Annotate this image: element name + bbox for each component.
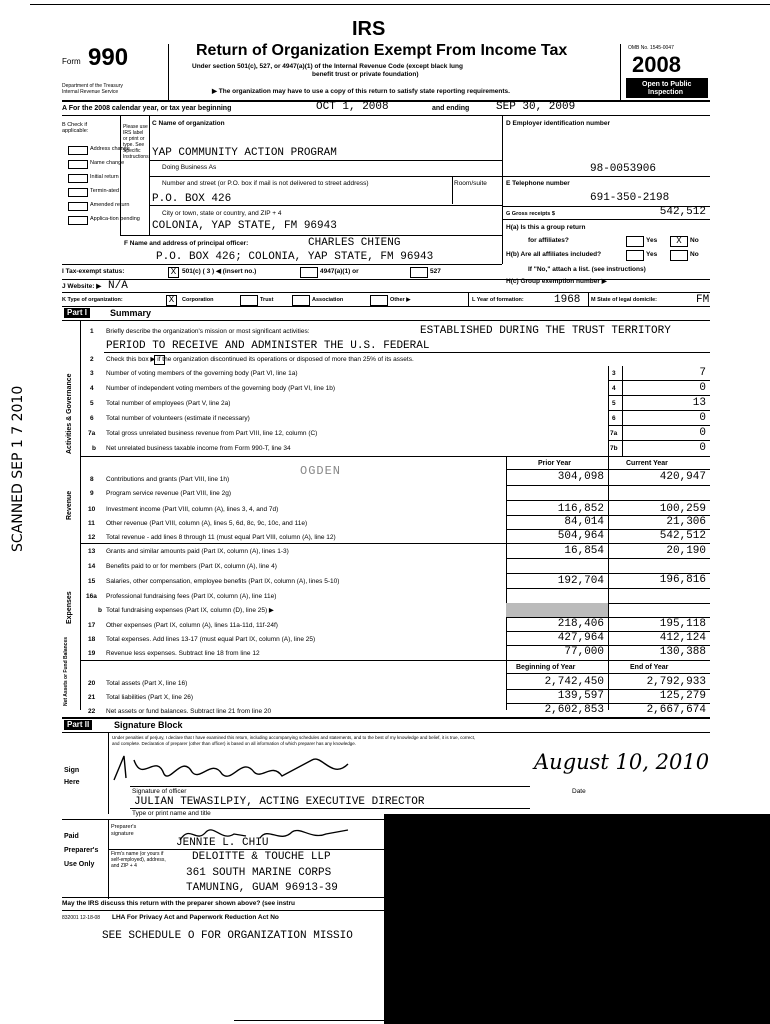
line-6-value: 0 xyxy=(699,412,706,424)
ogden-stamp: OGDEN xyxy=(300,464,342,478)
line-19-number: 19 xyxy=(88,650,96,657)
ein-label: D Employer identification number xyxy=(506,120,611,127)
line-10-number: 10 xyxy=(88,506,96,513)
line-19-label: Revenue less expenses. Subtract line 18 from line 12 xyxy=(106,650,260,657)
line-9-label: Program service revenue (Part VIII, line 2g) xyxy=(106,490,231,497)
line-13-number: 13 xyxy=(88,548,96,555)
application-pending-checkbox[interactable] xyxy=(68,216,88,225)
line-2-number: 2 xyxy=(90,356,94,363)
line-6-rule xyxy=(608,425,710,426)
line-15-number: 15 xyxy=(88,578,96,585)
sign-label: Sign xyxy=(64,767,80,774)
line-19-prior: 77,000 xyxy=(564,646,604,658)
line-16b-shaded-cell xyxy=(506,603,608,617)
line-12-current: 542,512 xyxy=(659,530,706,542)
trust-checkbox[interactable] xyxy=(240,295,258,306)
part2-title-rule xyxy=(62,732,710,733)
governance-bottom-rule xyxy=(80,456,710,457)
beginning-year-header: Beginning of Year xyxy=(516,664,576,671)
net-assets-side-label: Net Assets or Fund Balances xyxy=(63,636,69,706)
line-22-number: 22 xyxy=(88,708,96,715)
officer-signature xyxy=(112,750,362,786)
open-public-text: Open to Public xyxy=(642,81,692,88)
line-10-label: Investment income (Part VIII, column (A), lines 3, 4, and 7d) xyxy=(106,506,279,513)
website-label: J Website: ▶ xyxy=(62,283,102,290)
officer-label: F Name and address of principal officer: xyxy=(124,240,249,247)
line-m-divider xyxy=(588,292,589,306)
line-8-current: 420,947 xyxy=(659,471,706,483)
revenue-side-label: Revenue xyxy=(66,490,73,520)
end-year-header: End of Year xyxy=(630,664,669,671)
line-1-label: Briefly describe the organization's mission or most significant activities: xyxy=(106,328,310,335)
legal-domicile-label: M State of legal domicile: xyxy=(591,297,658,303)
tax-year-end: SEP 30, 2009 xyxy=(496,101,576,113)
line-20-number: 20 xyxy=(88,680,96,687)
line-6-label: Total number of volunteers (estimate if necessary) xyxy=(106,415,250,422)
line-8-label: Contributions and grants (Part VIII, line 1h) xyxy=(106,476,230,483)
line-10-current: 100,259 xyxy=(659,503,706,515)
line-4-value: 0 xyxy=(699,382,706,394)
group-return-yes-checkbox[interactable] xyxy=(626,236,644,247)
line-7b-number: b xyxy=(92,445,96,452)
expenses-side-label: Expenses xyxy=(66,591,73,624)
line-21-number: 21 xyxy=(88,694,96,701)
initial-return-checkbox[interactable] xyxy=(68,174,88,183)
line-3-box: 3 xyxy=(612,370,616,377)
line-8-prior: 304,098 xyxy=(557,471,604,483)
header-divider-left xyxy=(168,44,169,100)
affiliates-note: If "No," attach a list. (see instructions) xyxy=(528,266,646,273)
line-18-current: 412,124 xyxy=(659,632,706,644)
org-name-rule xyxy=(150,160,502,161)
preparers-label: Preparer's xyxy=(64,847,99,854)
right-block-divider xyxy=(502,116,503,264)
officer-address: P.O. BOX 426; COLONIA, YAP STATE, FM 96943 xyxy=(156,251,434,263)
mission-line-2: PERIOD TO RECEIVE AND ADMINISTER THE U.S. FEDERAL xyxy=(106,340,430,352)
boy-header-rule xyxy=(506,673,710,674)
line-11-current: 21,306 xyxy=(666,516,706,528)
501c-label: 501(c) ( 3 ) ◀ (insert no.) xyxy=(182,268,257,275)
part1-title: Summary xyxy=(110,308,152,318)
line-7a-value: 0 xyxy=(699,427,706,439)
officer-name: CHARLES CHIENG xyxy=(308,237,401,249)
line-20-label: Total assets (Part X, line 16) xyxy=(106,680,188,687)
city-label: City or town, state or country, and ZIP + 4 xyxy=(162,210,282,217)
officer-name-title: JULIAN TEWASILPIY, ACTING EXECUTIVE DIRECTOR xyxy=(134,796,425,808)
footer-code: 832001 12-18-08 xyxy=(62,915,101,921)
line-16a-number: 16a xyxy=(86,593,97,600)
line-9-rule xyxy=(506,500,710,501)
line-17-label: Other expenses (Part IX, column (A), lines 11a-11d, 11f-24f) xyxy=(106,622,278,629)
line-2-label: Check this box ▶ if the organization discontinued its operations or disposed of more than 25% of its assets. xyxy=(106,356,414,363)
trust-label: Trust xyxy=(260,297,274,303)
line-6-box: 6 xyxy=(612,415,616,422)
form-number: 990 xyxy=(88,44,129,71)
gross-rule xyxy=(502,219,710,220)
amended-return-checkbox[interactable] xyxy=(68,202,88,211)
line-3-number: 3 xyxy=(90,370,94,377)
part2-label: Part II xyxy=(64,720,92,730)
part1-side-divider xyxy=(80,320,81,710)
phone-value: 691-350-2198 xyxy=(590,192,670,204)
line-21-boy: 139,597 xyxy=(557,690,604,702)
revenue-bottom-rule xyxy=(80,543,710,544)
date-label: Date xyxy=(572,788,586,795)
line-7a-box: 7a xyxy=(610,430,618,437)
line-a-bottom-rule xyxy=(62,115,710,116)
line-3-label: Number of voting members of the governing body (Part VI, line 1a) xyxy=(106,370,298,377)
line-7b-label: Net unrelated business taxable income from Form 990-T, line 34 xyxy=(106,445,291,452)
line-13-prior: 16,854 xyxy=(564,545,604,557)
city-address: COLONIA, YAP STATE, FM 96943 xyxy=(152,220,337,232)
line-17-current: 195,118 xyxy=(659,618,706,630)
form-subtitle-2: benefit trust or private foundation) xyxy=(312,71,419,78)
line-10-prior: 116,852 xyxy=(557,503,604,515)
line-9-number: 9 xyxy=(90,490,94,497)
line-21-label: Total liabilities (Part X, line 26) xyxy=(106,694,194,701)
line-19-current: 130,388 xyxy=(659,646,706,658)
527-label: 527 xyxy=(430,268,441,275)
bottom-edge-rule xyxy=(234,1020,384,1021)
line-5-box: 5 xyxy=(612,400,616,407)
terminated-label: Termin-ated xyxy=(90,188,120,194)
form-prefix: Form xyxy=(62,57,81,66)
current-year-header: Current Year xyxy=(626,460,668,467)
firm-city: TAMUNING, GUAM 96913-39 xyxy=(186,882,338,894)
name-change-checkbox[interactable] xyxy=(68,160,88,169)
line-16a-label: Professional fundraising fees (Part IX, column (A), line 11e) xyxy=(106,593,277,600)
footer-lha: LHA For Privacy Act and Paperwork Reduction Act No xyxy=(112,914,279,921)
line-3-rule xyxy=(608,380,710,381)
tax-year: 2008 xyxy=(632,52,681,77)
line-12-number: 12 xyxy=(88,534,96,541)
here-label: Here xyxy=(64,779,80,786)
tax-year-begin: OCT 1, 2008 xyxy=(316,101,389,113)
association-checkbox[interactable] xyxy=(292,295,310,306)
discuss-text: May the IRS discuss this return with the preparer shown above? (see instru xyxy=(62,900,295,907)
year-formation-value: 1968 xyxy=(554,294,581,306)
group-return-no-label: No xyxy=(690,237,699,244)
dba-label: Doing Business As xyxy=(162,164,217,171)
part1-label: Part I xyxy=(64,308,90,318)
please-print-note: Please use IRS label or print or type. See Specific Instructions. xyxy=(123,124,150,160)
phone-label: E Telephone number xyxy=(506,180,570,187)
line-i-top-rule xyxy=(62,264,502,265)
line-4-number: 4 xyxy=(90,385,94,392)
part1-top-rule xyxy=(62,306,710,307)
amended-return-label: Amended return xyxy=(90,202,130,208)
org-name: YAP COMMUNITY ACTION PROGRAM xyxy=(152,147,337,159)
legal-domicile-value: FM xyxy=(696,294,710,306)
line-13-rule xyxy=(506,558,710,559)
line-14-label: Benefits paid to or for members (Part IX, column (A), line 4) xyxy=(106,563,277,570)
omb-number: OMB No. 1545-0047 xyxy=(628,45,674,51)
activities-governance-label: Activities & Governance xyxy=(66,373,73,454)
inspection-text: Inspection xyxy=(648,89,684,96)
line-7a-label: Total gross unrelated business revenue from Part VIII, line 12, column (C) xyxy=(106,430,318,437)
irs-stamp: IRS xyxy=(352,18,386,40)
part2-title: Signature Block xyxy=(114,720,183,730)
officer-signature-line xyxy=(130,786,530,787)
dept-treasury: Department of the Treasury xyxy=(62,83,123,89)
line-4-rule xyxy=(608,395,710,396)
gross-receipts-label: G Gross receipts $ xyxy=(506,211,555,217)
line-20-eoy: 2,792,933 xyxy=(646,676,706,688)
line-12-label: Total revenue - add lines 8 through 11 (must equal Part VIII, column (A), line 12) xyxy=(106,534,336,541)
line-5-label: Total number of employees (Part V, line 2a) xyxy=(106,400,231,407)
group-return-no-checkbox[interactable]: X xyxy=(670,236,688,247)
org-name-label: C Name of organization xyxy=(152,120,225,127)
line-5-number: 5 xyxy=(90,400,94,407)
section-b-label: B Check if applicable: xyxy=(62,122,89,134)
527-checkbox[interactable] xyxy=(410,267,428,278)
preparer-name: JENNIE L. CHIU xyxy=(176,837,269,849)
name-change-label: Name change xyxy=(90,160,125,166)
form-title: Return of Organization Exempt From Income Tax xyxy=(196,42,568,59)
line-l-divider xyxy=(468,292,469,306)
signature-officer-label: Signature of officer xyxy=(132,788,187,795)
use-only-label: Use Only xyxy=(64,861,95,868)
line-8-rule xyxy=(506,485,710,486)
line-20-boy: 2,742,450 xyxy=(544,676,604,688)
affiliates-label: H(b) Are all affiliates included? xyxy=(506,251,602,258)
4947-checkbox[interactable] xyxy=(300,267,318,278)
prior-year-header: Prior Year xyxy=(538,460,571,467)
line-18-number: 18 xyxy=(88,636,96,643)
line-8-number: 8 xyxy=(90,476,94,483)
line-7a-number: 7a xyxy=(88,430,96,437)
line-13-current: 20,190 xyxy=(666,545,706,557)
501c-checkbox[interactable]: X xyxy=(168,267,179,278)
address-change-label: Address change xyxy=(90,146,130,152)
line-a-label: A For the 2008 calendar year, or tax year beginning xyxy=(62,105,232,112)
line-18-prior: 427,964 xyxy=(557,632,604,644)
line-11-label: Other revenue (Part VIII, column (A), lines 5, 6d, 8c, 9c, 10c, and 11e) xyxy=(106,520,308,527)
type-print-label: Type or print name and title xyxy=(132,810,211,817)
ein-value: 98-0053906 xyxy=(590,163,657,175)
ein-rule xyxy=(502,176,710,177)
current-column-left-line xyxy=(608,456,609,710)
group-exemption-label: H(c) Group exemption number ▶ xyxy=(506,278,607,285)
line-11-number: 11 xyxy=(88,520,95,527)
mission-rule xyxy=(104,352,710,353)
org-type-label: K Type of organization: xyxy=(62,297,123,303)
gross-receipts-value: 542,512 xyxy=(659,206,706,218)
street-rule xyxy=(150,205,502,206)
other-org-label: Other ▶ xyxy=(390,297,411,303)
line-14-number: 14 xyxy=(88,563,96,570)
officer-name-line xyxy=(130,808,530,809)
group-return-label: H(a) Is this a group return xyxy=(506,224,586,231)
line-4-label: Number of independent voting members of the governing body (Part VI, line 1b) xyxy=(106,385,336,392)
line-22-label: Net assets or fund balances. Subtract line 21 from line 20 xyxy=(106,708,272,715)
year-formation-label: L Year of formation: xyxy=(472,297,524,303)
affiliates-yes-label: Yes xyxy=(646,251,658,258)
penalty-text-1: Under penalties of perjury, I declare that I have examined this return, including accompanying schedules and statements, and to the best of my knowledge and belief, it is true, correct, xyxy=(112,735,476,740)
association-label: Association xyxy=(312,297,344,303)
paid-label: Paid xyxy=(64,833,79,840)
room-divider xyxy=(452,176,453,204)
line-7b-value: 0 xyxy=(699,442,706,454)
mission-line-1: ESTABLISHED DURING THE TRUST TERRITORY xyxy=(420,325,671,337)
website-value: N/A xyxy=(108,280,128,292)
line-6-number: 6 xyxy=(90,415,94,422)
preparer-signature-label: Preparer's signature xyxy=(111,824,137,837)
affiliates-no-label: No xyxy=(690,251,699,258)
line-1-number: 1 xyxy=(90,328,94,335)
terminated-checkbox[interactable] xyxy=(68,188,88,197)
application-pending-label: Applica-tion pending xyxy=(90,216,140,222)
dba-rule xyxy=(150,176,502,177)
line-k-top-rule xyxy=(62,292,710,293)
redaction-block xyxy=(384,814,770,1024)
line-15-prior: 192,704 xyxy=(557,575,604,587)
line-j-top-rule xyxy=(62,279,710,280)
firm-name: DELOITTE & TOUCHE LLP xyxy=(192,851,331,863)
line-18-label: Total expenses. Add lines 13-17 (must equal Part IX, column (A), line 25) xyxy=(106,636,316,643)
and-ending-label: and ending xyxy=(432,105,470,112)
form-subtitle-1: Under section 501(c), 527, or 4947(a)(1) of the Internal Revenue Code (except black lung xyxy=(192,63,463,70)
header-divider-right xyxy=(620,44,621,100)
line-17-number: 17 xyxy=(88,622,96,629)
schedule-o-note: SEE SCHEDULE O FOR ORGANIZATION MISSIO xyxy=(102,930,353,942)
firm-label: Firm's name (or yours if self-employed), address, and ZIP + 4 xyxy=(111,851,166,869)
affiliates-yes-checkbox[interactable] xyxy=(626,250,644,261)
line-13-label: Grants and similar amounts paid (Part IX, column (A), lines 1-3) xyxy=(106,548,289,555)
col-header-rule xyxy=(506,469,710,470)
4947-label: 4947(a)(1) or xyxy=(320,268,359,275)
line-21-eoy: 125,279 xyxy=(659,690,706,702)
penalty-text-2: and complete. Declaration of preparer (other than officer) is based on all information of which preparer has any knowledge. xyxy=(112,741,357,746)
line-22-boy: 2,602,853 xyxy=(544,704,604,716)
line-22-eoy: 2,667,674 xyxy=(646,704,706,716)
line-7a-rule xyxy=(608,440,710,441)
room-label: Room/suite xyxy=(454,180,487,187)
line-16b-label: Total fundraising expenses (Part IX, column (D), line 25) ▶ xyxy=(106,607,274,614)
sign-here-divider xyxy=(108,732,109,814)
city-rule xyxy=(120,235,502,236)
street-label: Number and street (or P.O. box if mail is not delivered to street address) xyxy=(162,180,369,187)
part1-title-rule xyxy=(62,320,710,321)
line-15-label: Salaries, other compensation, employee benefits (Part IX, column (A), lines 5-10) xyxy=(106,578,340,585)
preparer-divider xyxy=(108,819,109,899)
line-12-prior: 504,964 xyxy=(557,530,604,542)
street-address: P.O. BOX 426 xyxy=(152,193,232,205)
scanned-stamp: SCANNED SEP 1 7 2010 xyxy=(10,385,26,552)
other-org-checkbox[interactable] xyxy=(370,295,388,306)
line-3-value: 7 xyxy=(699,367,706,379)
line-15-rule xyxy=(506,588,710,589)
address-change-checkbox[interactable] xyxy=(68,146,88,155)
line-4-box: 4 xyxy=(612,385,616,392)
line-11-prior: 84,014 xyxy=(564,516,604,528)
group-return-label-2: for affiliates? xyxy=(528,237,569,244)
line-5-value: 13 xyxy=(692,397,706,409)
irs-service: Internal Revenue Service xyxy=(62,89,119,95)
tax-exempt-status-label: I Tax-exempt status: xyxy=(62,268,125,275)
corporation-checkbox[interactable]: X xyxy=(166,295,177,306)
top-rule xyxy=(30,4,770,5)
line-16b-number: b xyxy=(98,607,102,614)
group-return-yes-label: Yes xyxy=(646,237,658,244)
line-17-prior: 218,406 xyxy=(557,618,604,630)
corporation-label: Corporation xyxy=(182,297,214,303)
line-7b-box: 7b xyxy=(610,445,618,452)
discontinued-checkbox[interactable] xyxy=(154,355,165,365)
initial-return-label: Initial return xyxy=(90,174,119,180)
state-notice: ▶ The organization may have to use a copy of this return to satisfy state reporting requirements. xyxy=(212,88,510,95)
firm-address: 361 SOUTH MARINE CORPS xyxy=(186,867,332,879)
line-15-current: 196,816 xyxy=(659,574,706,586)
sign-date: August 10, 2010 xyxy=(534,750,710,774)
line-5-rule xyxy=(608,410,710,411)
part2-top-rule xyxy=(62,717,710,719)
affiliates-no-checkbox[interactable] xyxy=(670,250,688,261)
expenses-bottom-rule xyxy=(80,660,710,661)
